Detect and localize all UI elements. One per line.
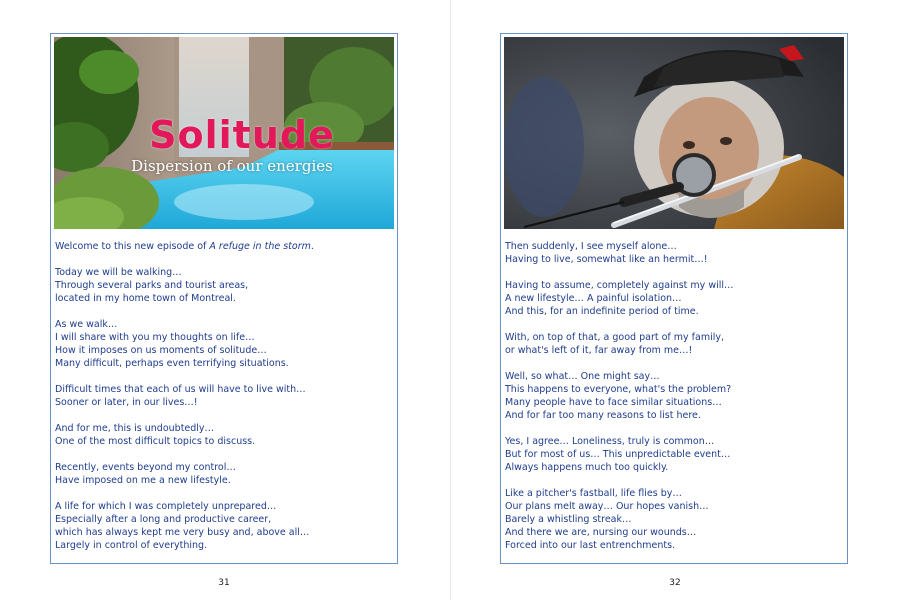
text-line: Forced into our last entrenchments.: [505, 540, 676, 551]
text-line: And for me, this is undoubtedly…: [55, 423, 215, 434]
chapter-subtitle: Dispersion of our energies: [131, 157, 333, 175]
fountain-photo: [54, 37, 394, 229]
text-line: located in my home town of Montreal.: [55, 293, 236, 304]
text-line: Like a pitcher's fastball, life flies by…: [505, 488, 682, 499]
text-line: I will share with you my thoughts on life…: [55, 332, 255, 343]
right-page-frame: [500, 33, 848, 564]
text-line: Recently, events beyond my control…: [55, 462, 236, 473]
text-line: Having to live, somewhat like an hermit…!: [505, 254, 708, 265]
text-line: Especially after a long and productive career,: [55, 514, 272, 525]
text-line: Have imposed on me a new lifestyle.: [55, 475, 231, 486]
text-line: Many difficult, perhaps even terrifying situations.: [55, 358, 289, 369]
text-line: With, on top of that, a good part of my family,: [505, 332, 725, 343]
paragraph: [505, 331, 843, 357]
intro-text: Welcome to this new episode of: [55, 241, 210, 252]
text-line: Sooner or later, in our lives…!: [55, 397, 198, 408]
paragraph: [505, 279, 843, 318]
paragraph: [55, 266, 393, 305]
text-line: And for far too many reasons to list here.: [505, 410, 701, 421]
left-page-text: [55, 240, 393, 565]
text-line: One of the most difficult topics to discuss.: [55, 436, 256, 447]
paragraph: [55, 500, 393, 552]
intro-end: .: [310, 241, 314, 252]
book-spine: [450, 0, 451, 600]
chapter-title: Solitude: [149, 113, 335, 157]
paragraph: [55, 383, 393, 409]
flute-player-photo: [504, 37, 844, 229]
title-overlay: [54, 113, 394, 175]
text-line: A life for which I was completely unprepared…: [55, 501, 277, 512]
paragraph: [505, 487, 843, 552]
page-number-left: 31: [218, 578, 230, 588]
text-line: Today we will be walking…: [55, 267, 182, 278]
intro-paragraph: [55, 240, 393, 253]
text-line: And this, for an indefinite period of time.: [505, 306, 699, 317]
text-line: or what's left of it, far away from me…!: [505, 345, 693, 356]
text-line: And there we are, nursing our wounds…: [505, 527, 697, 538]
text-line: Through several parks and tourist areas,: [55, 280, 249, 291]
text-line: Well, so what… One might say…: [505, 371, 660, 382]
text-line: Difficult times that each of us will have to live with…: [55, 384, 306, 395]
paragraph: [55, 422, 393, 448]
paragraph: [505, 370, 843, 422]
text-line: Largely in control of everything.: [55, 540, 208, 551]
text-line: Always happens much too quickly.: [505, 462, 669, 473]
paragraph: [505, 435, 843, 474]
flute-player-illustration: [504, 37, 844, 229]
right-page-text: [505, 240, 843, 565]
text-line: Barely a whistling streak…: [505, 514, 632, 525]
text-line: How it imposes on us moments of solitude…: [55, 345, 267, 356]
text-line: As we walk…: [55, 319, 118, 330]
intro-line: [55, 240, 393, 253]
text-line: This happens to everyone, what's the problem?: [505, 384, 732, 395]
paragraph: [505, 240, 843, 266]
series-name: A refuge in the storm: [209, 241, 311, 252]
text-line: But for most of us… This unpredictable event…: [505, 449, 731, 460]
text-line: which has always kept me very busy and, above all…: [55, 527, 310, 538]
page-number-right: 32: [669, 578, 681, 588]
text-line: Having to assume, completely against my will…: [505, 280, 734, 291]
text-line: Many people have to face similar situations…: [505, 397, 722, 408]
text-line: Yes, I agree… Loneliness, truly is common…: [505, 436, 715, 447]
paragraph: [55, 461, 393, 487]
left-page-frame: [50, 33, 398, 564]
text-line: Then suddenly, I see myself alone…: [505, 241, 677, 252]
paragraph: [55, 318, 393, 370]
text-line: Our plans melt away… Our hopes vanish…: [505, 501, 709, 512]
text-line: A new lifestyle… A painful isolation…: [505, 293, 682, 304]
